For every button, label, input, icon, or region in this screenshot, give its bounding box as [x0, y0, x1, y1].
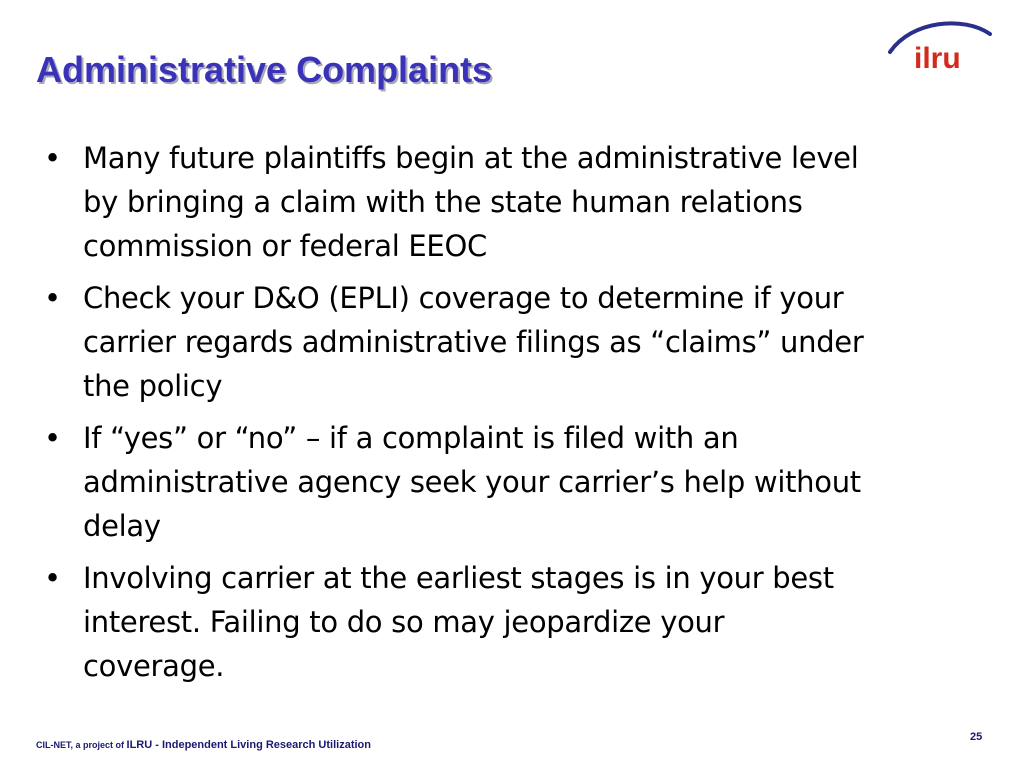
footer — [36, 735, 371, 753]
footer-organization: ILRU - Independent Living Research Utilization — [126, 739, 371, 751]
ilru-logo — [884, 18, 994, 74]
page-number: 25 — [970, 731, 983, 743]
bullet-line: Many future plaintiffs begin at the administrative level — [83, 141, 859, 175]
bullet-item — [44, 276, 984, 408]
bullet-marker: • — [44, 141, 61, 175]
bullet-marker: • — [44, 281, 61, 315]
bullet-item — [44, 556, 984, 688]
bullet-list — [44, 136, 984, 696]
bullet-line: administrative agency seek your carrier’s help without — [83, 465, 861, 499]
bullet-line: commission or federal EEOC — [83, 229, 487, 263]
bullet-item — [44, 136, 984, 268]
slide-title: Administrative Complaints — [36, 49, 493, 90]
bullet-line: If “yes” or “no” – if a complaint is filed with an — [83, 421, 739, 455]
bullet-line: interest. Failing to do so may jeopardize your — [83, 605, 725, 639]
bullet-line: carrier regards administrative filings as “claims” under — [83, 325, 864, 359]
bullet-line: coverage. — [83, 649, 225, 683]
logo-text: ilru — [914, 42, 961, 74]
bullet-item — [44, 416, 984, 548]
bullet-line: Involving carrier at the earliest stages is in your best — [83, 561, 834, 595]
bullet-line: Check your D&O (EPLI) coverage to determine if your — [83, 281, 844, 315]
bullet-line: the policy — [83, 369, 223, 403]
bullet-line: delay — [83, 509, 161, 543]
footer-prefix: CIL-NET, a project of — [36, 740, 127, 750]
bullet-marker: • — [44, 421, 61, 455]
bullet-marker: • — [44, 561, 61, 595]
bullet-line: by bringing a claim with the state human relations — [83, 185, 803, 219]
